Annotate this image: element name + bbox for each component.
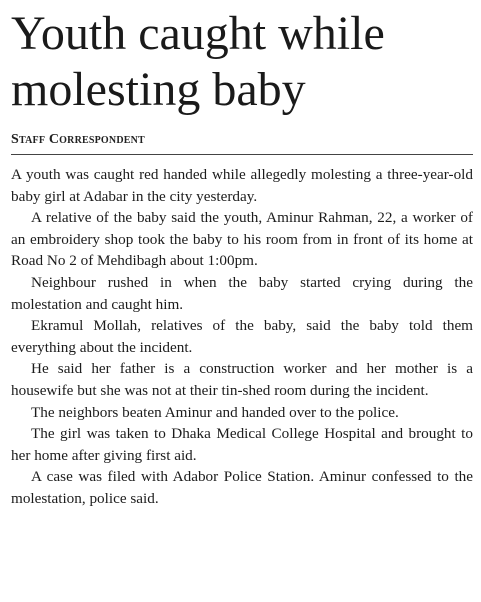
paragraph-7: The girl was taken to Dhaka Medical College Hospital and brought to her home after giving first aid. [11, 425, 473, 464]
byline: Staff Correspondent [11, 132, 473, 155]
paragraph-5: He said her father is a construction worker and her mother is a housewife but she was not at their tin-shed room during the incident. [11, 360, 473, 399]
headline-line-1: Youth caught while [11, 7, 385, 60]
paragraph-4: Ekramul Mollah, relatives of the baby, said the baby told them everything about the incident. [11, 317, 473, 356]
headline-line-2: molesting baby [11, 63, 306, 116]
news-article [11, 6, 473, 510]
article-body [11, 164, 473, 510]
headline [11, 6, 473, 118]
paragraph-8: A case was filed with Adabor Police Station. Aminur confessed to the molestation, police said. [11, 468, 473, 507]
paragraph-1: A youth was caught red handed while allegedly molesting a three-year-old baby girl at Adabar in the city yesterday. [11, 166, 473, 205]
paragraph-2: A relative of the baby said the youth, Aminur Rahman, 22, a worker of an embroidery shop took the baby to his room from in front of its home at Road No 2 of Mehdibagh about 1:00pm. [11, 209, 473, 270]
paragraph-6: The neighbors beaten Aminur and handed over to the police. [31, 403, 399, 421]
paragraph-3: Neighbour rushed in when the baby started crying during the molestation and caught him. [11, 273, 473, 313]
